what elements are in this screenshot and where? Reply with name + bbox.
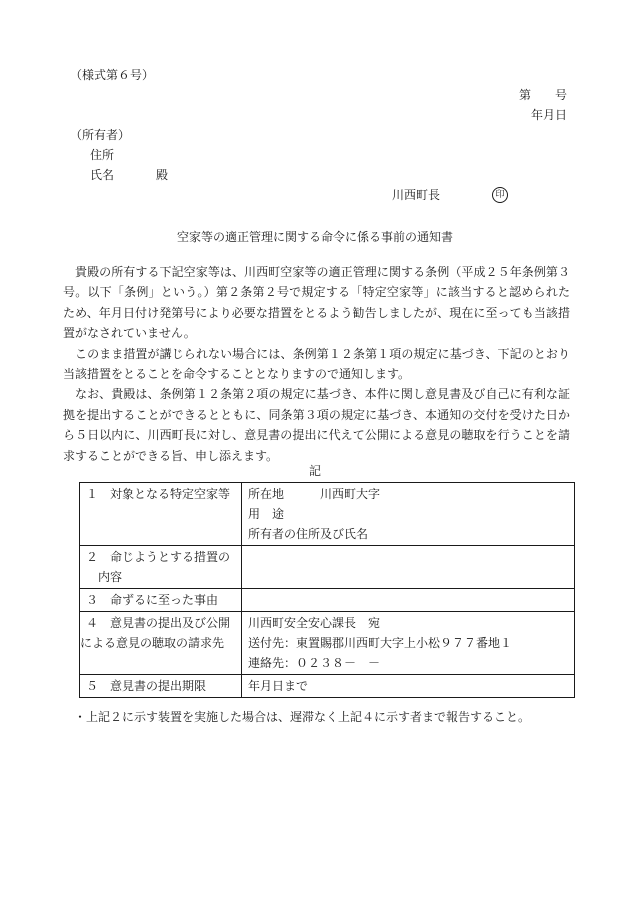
paragraph: 貴殿の所有する下記空家等は、川西町空家等の適正管理に関する条例（平成２５年条例第３号。以下「条例」という。）第２条第２号で規定する「特定空家等」に該当すると認められたため、年月日付け発第号により必要な措置をとるよう勧告しましたが、現在に至っても当該措置がなされていません。 [63, 265, 570, 341]
document-date: 年月日 [530, 108, 567, 122]
document-number: 第 号 [518, 88, 567, 102]
row-content [242, 589, 575, 612]
row-content: 年月日まで [242, 675, 575, 698]
table-row [80, 612, 575, 675]
body-text [63, 262, 570, 466]
row-heading: １ 対象となる特定空家等 [80, 483, 242, 546]
items-table [79, 482, 575, 698]
paragraph: このまま措置が講じられない場合には、条例第１２条第１項の規定に基づき、下記のとおり当該措置をとることを命令することとなりますので通知します。 [63, 346, 570, 382]
seal-icon: 印 [492, 187, 508, 203]
footnote: ・上記２に示す装置を実施した場合は、遅滞なく上記４に示す者まで報告すること。 [74, 710, 531, 724]
name-row [90, 166, 168, 184]
document-title: 空家等の適正管理に関する命令に係る事前の通知書 [176, 230, 453, 244]
table-row [80, 589, 575, 612]
row-content: 川西町安全安心課長 宛 送付先：東置賜郡川西町大字上小松９７７番地１ 連絡先：０２３８－ － [242, 612, 575, 675]
paragraph: なお、貴殿は、条例第１２条第２項の規定に基づき、本件に関し意見書及び自己に有利な証拠を提出することができるとともに、同条第３項の規定に基づき、本通知の交付を受けた日から５日以内に、川西町長に対し、意見書の提出に代えて公開による意見の聴取を行うことを請求することができる旨、申し添えます。 [63, 387, 570, 463]
address-label: 住所 [90, 148, 115, 162]
table-row [80, 675, 575, 698]
form-number: （様式第６号） [70, 68, 155, 82]
ki-marker: 記 [308, 464, 321, 478]
sender [392, 186, 508, 204]
sender-name: 川西町長 [392, 188, 441, 202]
row-content [242, 546, 575, 589]
table-row [80, 546, 575, 589]
honorific: 殿 [156, 168, 169, 182]
row-heading: ２ 命じようとする措置の 内容 [80, 546, 242, 589]
name-label: 氏名 [90, 168, 115, 182]
row-content: 所在地 川西町大字 用 途 所有者の住所及び氏名 [242, 483, 575, 546]
row-heading: ３ 命ずるに至った事由 [80, 589, 242, 612]
row-heading: ４ 意見書の提出及び公開 による意見の聴取の請求先 [80, 612, 242, 675]
recipient-label: （所有者） [70, 128, 131, 142]
table-row [80, 483, 575, 546]
row-heading: ５ 意見書の提出期限 [80, 675, 242, 698]
